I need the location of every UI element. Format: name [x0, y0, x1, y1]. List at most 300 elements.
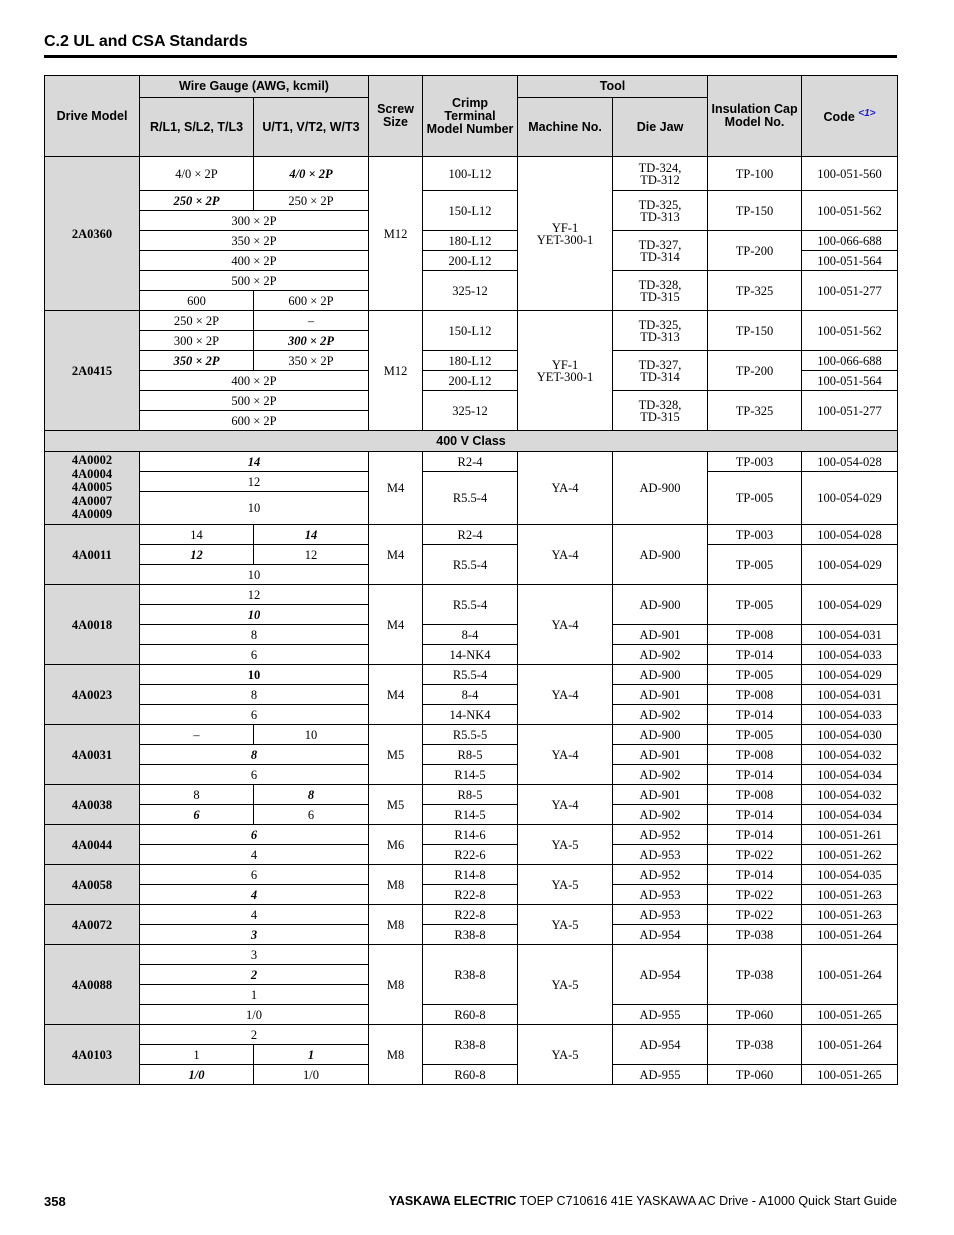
code-cell: 100-054-029: [802, 472, 898, 525]
crimp-terminal-cell: 150-L12: [423, 311, 518, 351]
screw-size-cell: M8: [369, 1025, 423, 1085]
screw-size-cell: M5: [369, 785, 423, 825]
crimp-terminal-cell: R5.5-4: [423, 585, 518, 625]
wire-gauge-both: 2: [140, 1025, 369, 1045]
insulation-cap-cell: TP-008: [708, 685, 802, 705]
crimp-terminal-cell: R2-4: [423, 525, 518, 545]
code-cell: 100-051-562: [802, 191, 898, 231]
table-row: [45, 805, 898, 825]
wire-gauge-output: 300 × 2P: [254, 331, 369, 351]
code-cell: 100-051-265: [802, 1065, 898, 1085]
code-cell: 100-051-564: [802, 371, 898, 391]
code-cell: 100-054-031: [802, 685, 898, 705]
code-cell: 100-051-263: [802, 885, 898, 905]
header-machine-no: Machine No.: [518, 98, 613, 157]
table-row: [45, 585, 898, 605]
die-jaw-cell: AD-900: [613, 452, 708, 525]
wire-gauge-both: 8: [140, 625, 369, 645]
insulation-cap-cell: TP-005: [708, 725, 802, 745]
crimp-terminal-cell: R5.5-5: [423, 725, 518, 745]
die-jaw-cell: [613, 157, 708, 191]
die-jaw-cell: AD-901: [613, 685, 708, 705]
table-row: [45, 785, 898, 805]
header-drive-model: Drive Model: [45, 76, 140, 157]
code-cell: 100-054-029: [802, 545, 898, 585]
die-jaw-line: TD-315: [640, 289, 680, 304]
code-cell: 100-051-261: [802, 825, 898, 845]
wire-gauge-both: 10: [140, 565, 369, 585]
insulation-cap-cell: TP-014: [708, 865, 802, 885]
code-cell: 100-051-562: [802, 311, 898, 351]
wire-gauge-both: 3: [140, 925, 369, 945]
table-row: [45, 231, 898, 251]
wire-gauge-output: 6: [254, 805, 369, 825]
insulation-cap-cell: TP-060: [708, 1005, 802, 1025]
insulation-cap-cell: TP-325: [708, 391, 802, 431]
wire-gauge-output: 250 × 2P: [254, 191, 369, 211]
crimp-terminal-cell: R5.5-4: [423, 545, 518, 585]
insulation-cap-cell: TP-200: [708, 351, 802, 391]
footer-publisher: YASKAWA ELECTRIC: [388, 1194, 517, 1208]
crimp-terminal-cell: R60-8: [423, 1065, 518, 1085]
wire-gauge-input: 350 × 2P: [140, 351, 254, 371]
code-cell: 100-054-028: [802, 525, 898, 545]
wire-gauge-output: 1: [254, 1045, 369, 1065]
screw-size-cell: M8: [369, 945, 423, 1025]
insulation-cap-cell: TP-060: [708, 1065, 802, 1085]
die-jaw-cell: AD-902: [613, 645, 708, 665]
crimp-terminal-cell: 200-L12: [423, 371, 518, 391]
insulation-cap-cell: TP-014: [708, 765, 802, 785]
die-jaw-cell: AD-902: [613, 765, 708, 785]
code-cell: 100-051-263: [802, 905, 898, 925]
table-row: [45, 472, 898, 492]
wire-gauge-input: 1: [140, 1045, 254, 1065]
insulation-cap-cell: TP-005: [708, 585, 802, 625]
drive-model-line: 4A0009: [71, 507, 113, 522]
table-row: [45, 945, 898, 965]
insulation-cap-cell: TP-014: [708, 705, 802, 725]
drive-model-line: 4A0007: [71, 493, 113, 508]
die-jaw-line: TD-327,: [638, 357, 682, 372]
machine-no-cell: YA-4: [518, 665, 613, 725]
die-jaw-cell: [613, 391, 708, 431]
die-jaw-line: TD-324,: [638, 160, 682, 175]
die-jaw-cell: AD-902: [613, 705, 708, 725]
code-cell: 100-054-032: [802, 785, 898, 805]
wire-gauge-input: 8: [140, 785, 254, 805]
table-row: [45, 157, 898, 191]
insulation-cap-cell: TP-038: [708, 945, 802, 1005]
insulation-cap-cell: TP-005: [708, 472, 802, 525]
wire-gauge-both: 4: [140, 885, 369, 905]
table-row: [45, 1065, 898, 1085]
crimp-terminal-cell: 325-12: [423, 271, 518, 311]
code-cell: 100-054-034: [802, 765, 898, 785]
machine-no-cell: YA-4: [518, 525, 613, 585]
class-label: 400 V Class: [45, 431, 898, 452]
machine-no-cell: [518, 311, 613, 431]
code-cell: 100-051-262: [802, 845, 898, 865]
screw-size-cell: M5: [369, 725, 423, 785]
header-code: [802, 76, 898, 157]
code-cell: 100-054-031: [802, 625, 898, 645]
screw-size-cell: M12: [369, 311, 423, 431]
code-cell: 100-054-032: [802, 745, 898, 765]
table-row: [45, 271, 898, 291]
table-row: [45, 665, 898, 685]
die-jaw-line: TD-315: [640, 409, 680, 424]
code-cell: 100-054-035: [802, 865, 898, 885]
die-jaw-cell: AD-953: [613, 905, 708, 925]
die-jaw-cell: [613, 351, 708, 391]
table-row: [45, 725, 898, 745]
wire-gauge-both: 14: [140, 452, 369, 472]
machine-no-cell: YA-5: [518, 865, 613, 905]
header-insulation-cap: Insulation Cap Model No.: [708, 76, 802, 157]
code-cell: 100-051-264: [802, 945, 898, 1005]
machine-no-line: YF-1: [551, 220, 579, 235]
drive-model-line: 4A0005: [71, 480, 113, 495]
drive-model-cell: 4A0038: [45, 785, 140, 825]
code-cell: 100-054-033: [802, 705, 898, 725]
screw-size-cell: M8: [369, 905, 423, 945]
table-row: [45, 452, 898, 472]
footer-document: [389, 1194, 897, 1208]
die-jaw-cell: AD-953: [613, 845, 708, 865]
wire-gauge-output: –: [254, 311, 369, 331]
crimp-terminal-cell: R8-5: [423, 785, 518, 805]
screw-size-cell: M4: [369, 452, 423, 525]
insulation-cap-cell: TP-008: [708, 785, 802, 805]
crimp-terminal-cell: R22-6: [423, 845, 518, 865]
insulation-cap-cell: TP-014: [708, 825, 802, 845]
table-row: [45, 1005, 898, 1025]
code-cell: 100-054-030: [802, 725, 898, 745]
wire-gauge-input: 6: [140, 805, 254, 825]
insulation-cap-cell: TP-005: [708, 665, 802, 685]
table-row: [45, 311, 898, 331]
machine-no-line: YET-300-1: [536, 369, 594, 384]
crimp-terminal-cell: R14-6: [423, 825, 518, 845]
wire-gauge-both: 2: [140, 965, 369, 985]
crimp-terminal-cell: R38-8: [423, 925, 518, 945]
code-note-link[interactable]: <1>: [858, 108, 876, 120]
title-rule: [44, 55, 897, 58]
screw-size-cell: M8: [369, 865, 423, 905]
die-jaw-line: TD-327,: [638, 237, 682, 252]
wire-gauge-both: 400 × 2P: [140, 371, 369, 391]
insulation-cap-cell: TP-003: [708, 452, 802, 472]
code-cell: 100-054-034: [802, 805, 898, 825]
drive-model-cell: 4A0088: [45, 945, 140, 1025]
die-jaw-cell: AD-900: [613, 525, 708, 585]
die-jaw-cell: [613, 271, 708, 311]
machine-no-line: YF-1: [551, 357, 579, 372]
wire-gauge-both: 6: [140, 645, 369, 665]
crimp-terminal-cell: R14-5: [423, 765, 518, 785]
wire-gauge-input: 600: [140, 291, 254, 311]
screw-size-cell: M4: [369, 665, 423, 725]
code-cell: 100-054-033: [802, 645, 898, 665]
header-die-jaw: Die Jaw: [613, 98, 708, 157]
crimp-terminal-cell: 8-4: [423, 625, 518, 645]
wire-gauge-both: 400 × 2P: [140, 251, 369, 271]
die-jaw-cell: AD-955: [613, 1065, 708, 1085]
table-row: [45, 905, 898, 925]
wire-gauge-both: 8: [140, 685, 369, 705]
crimp-terminal-cell: 100-L12: [423, 157, 518, 191]
header-input-terminals: R/L1, S/L2, T/L3: [140, 98, 254, 157]
code-cell: 100-051-564: [802, 251, 898, 271]
insulation-cap-cell: TP-014: [708, 805, 802, 825]
wire-gauge-input: 250 × 2P: [140, 311, 254, 331]
wire-gauge-both: 600 × 2P: [140, 411, 369, 431]
header-wire-gauge: Wire Gauge (AWG, kcmil): [140, 76, 369, 98]
screw-size-cell: M6: [369, 825, 423, 865]
wire-gauge-both: 500 × 2P: [140, 391, 369, 411]
wire-gauge-output: 14: [254, 525, 369, 545]
crimp-terminal-cell: R38-8: [423, 1025, 518, 1065]
die-jaw-cell: AD-952: [613, 865, 708, 885]
insulation-cap-cell: TP-003: [708, 525, 802, 545]
die-jaw-line: TD-328,: [638, 277, 682, 292]
wire-gauge-output: 12: [254, 545, 369, 565]
wire-gauge-both: 6: [140, 865, 369, 885]
crimp-terminal-cell: 180-L12: [423, 231, 518, 251]
wire-gauge-both: 4: [140, 845, 369, 865]
table-row: [45, 1025, 898, 1045]
code-cell: 100-051-264: [802, 1025, 898, 1065]
table-row: [45, 685, 898, 705]
code-cell: 100-054-029: [802, 665, 898, 685]
drive-model-cell: 4A0103: [45, 1025, 140, 1085]
insulation-cap-cell: TP-022: [708, 845, 802, 865]
crimp-terminal-cell: R14-5: [423, 805, 518, 825]
crimp-terminal-cell: R5.5-4: [423, 665, 518, 685]
code-cell: 100-066-688: [802, 231, 898, 251]
drive-model-cell: 2A0415: [45, 311, 140, 431]
insulation-cap-cell: TP-150: [708, 311, 802, 351]
die-jaw-cell: [613, 311, 708, 351]
drive-model-cell: 4A0031: [45, 725, 140, 785]
table-row: [45, 885, 898, 905]
crimp-terminal-cell: 14-NK4: [423, 705, 518, 725]
wire-gauge-input: 4/0 × 2P: [140, 157, 254, 191]
die-jaw-cell: AD-902: [613, 805, 708, 825]
drive-model-cell: [45, 452, 140, 525]
crimp-terminal-cell: R60-8: [423, 1005, 518, 1025]
crimp-terminal-cell: R14-8: [423, 865, 518, 885]
crimp-terminal-cell: 325-12: [423, 391, 518, 431]
table-row: [45, 825, 898, 845]
table-row: [45, 765, 898, 785]
wire-gauge-input: 250 × 2P: [140, 191, 254, 211]
insulation-cap-cell: TP-038: [708, 925, 802, 945]
drive-model-cell: 4A0011: [45, 525, 140, 585]
insulation-cap-cell: TP-005: [708, 545, 802, 585]
wire-gauge-both: 350 × 2P: [140, 231, 369, 251]
die-jaw-cell: AD-954: [613, 945, 708, 1005]
crimp-terminal-cell: 14-NK4: [423, 645, 518, 665]
crimp-terminal-cell: R22-8: [423, 905, 518, 925]
table-row: [45, 705, 898, 725]
wire-gauge-both: 10: [140, 665, 369, 685]
die-jaw-line: TD-312: [640, 172, 680, 187]
die-jaw-cell: AD-954: [613, 1025, 708, 1065]
die-jaw-cell: AD-955: [613, 1005, 708, 1025]
die-jaw-cell: AD-901: [613, 785, 708, 805]
die-jaw-line: TD-325,: [638, 317, 682, 332]
crimp-terminal-cell: R38-8: [423, 945, 518, 1005]
machine-no-cell: YA-4: [518, 725, 613, 785]
die-jaw-line: TD-328,: [638, 397, 682, 412]
crimp-terminal-cell: 8-4: [423, 685, 518, 705]
machine-no-cell: YA-5: [518, 825, 613, 865]
wire-gauge-both: 300 × 2P: [140, 211, 369, 231]
wire-gauge-input: 300 × 2P: [140, 331, 254, 351]
insulation-cap-cell: TP-100: [708, 157, 802, 191]
die-jaw-cell: AD-900: [613, 725, 708, 745]
machine-no-cell: YA-5: [518, 945, 613, 1025]
machine-no-cell: YA-4: [518, 785, 613, 825]
footer-doc-title: TOEP C710616 41E YASKAWA AC Drive - A1000 Quick Start Guide: [516, 1194, 897, 1208]
wire-gauge-both: 1/0: [140, 1005, 369, 1025]
die-jaw-cell: [613, 191, 708, 231]
crimp-terminal-cell: R2-4: [423, 452, 518, 472]
wire-gauge-input: 12: [140, 545, 254, 565]
header-screw-size: Screw Size: [369, 76, 423, 157]
code-cell: 100-051-277: [802, 391, 898, 431]
wire-gauge-output: 8: [254, 785, 369, 805]
drive-model-cell: 4A0058: [45, 865, 140, 905]
wire-gauge-output: 10: [254, 725, 369, 745]
die-jaw-cell: AD-954: [613, 925, 708, 945]
code-cell: 100-054-028: [802, 452, 898, 472]
table-row: [45, 645, 898, 665]
insulation-cap-cell: TP-325: [708, 271, 802, 311]
die-jaw-cell: AD-900: [613, 665, 708, 685]
table-row: [45, 351, 898, 371]
wire-gauge-both: 1: [140, 985, 369, 1005]
drive-model-cell: 2A0360: [45, 157, 140, 311]
code-cell: 100-066-688: [802, 351, 898, 371]
crimp-terminal-cell: R5.5-4: [423, 472, 518, 525]
code-cell: 100-051-264: [802, 925, 898, 945]
crimp-terminal-table: [44, 75, 898, 1085]
wire-gauge-input: 1/0: [140, 1065, 254, 1085]
wire-gauge-output: 350 × 2P: [254, 351, 369, 371]
wire-gauge-output: 4/0 × 2P: [254, 157, 369, 191]
wire-gauge-both: 3: [140, 945, 369, 965]
die-jaw-line: TD-314: [640, 369, 680, 384]
class-row: [45, 431, 898, 452]
table-row: [45, 625, 898, 645]
wire-gauge-both: 12: [140, 472, 369, 492]
table-row: [45, 391, 898, 411]
machine-no-cell: YA-5: [518, 1025, 613, 1085]
screw-size-cell: M12: [369, 157, 423, 311]
wire-gauge-both: 6: [140, 765, 369, 785]
drive-model-cell: 4A0018: [45, 585, 140, 665]
die-jaw-cell: AD-952: [613, 825, 708, 845]
table-row: [45, 925, 898, 945]
die-jaw-cell: AD-900: [613, 585, 708, 625]
insulation-cap-cell: TP-022: [708, 905, 802, 925]
screw-size-cell: M4: [369, 585, 423, 665]
insulation-cap-cell: TP-200: [708, 231, 802, 271]
drive-model-line: 4A0004: [71, 466, 113, 481]
insulation-cap-cell: TP-008: [708, 625, 802, 645]
header-tool: Tool: [518, 76, 708, 98]
crimp-terminal-cell: R22-8: [423, 885, 518, 905]
machine-no-cell: [518, 157, 613, 311]
drive-model-cell: 4A0072: [45, 905, 140, 945]
machine-no-line: YET-300-1: [536, 232, 594, 247]
wire-gauge-both: 500 × 2P: [140, 271, 369, 291]
insulation-cap-cell: TP-150: [708, 191, 802, 231]
wire-gauge-both: 10: [140, 492, 369, 525]
wire-gauge-output: 1/0: [254, 1065, 369, 1085]
insulation-cap-cell: TP-038: [708, 1025, 802, 1065]
wire-gauge-both: 6: [140, 705, 369, 725]
die-jaw-line: TD-325,: [638, 197, 682, 212]
die-jaw-line: TD-313: [640, 329, 680, 344]
wire-gauge-input: 14: [140, 525, 254, 545]
die-jaw-line: TD-314: [640, 249, 680, 264]
code-cell: 100-051-277: [802, 271, 898, 311]
machine-no-cell: YA-4: [518, 452, 613, 525]
die-jaw-cell: [613, 231, 708, 271]
wire-gauge-both: 10: [140, 605, 369, 625]
table-row: [45, 545, 898, 565]
wire-gauge-both: 6: [140, 825, 369, 845]
wire-gauge-input: –: [140, 725, 254, 745]
wire-gauge-output: 600 × 2P: [254, 291, 369, 311]
die-jaw-cell: AD-953: [613, 885, 708, 905]
wire-gauge-both: 4: [140, 905, 369, 925]
code-cell: 100-054-029: [802, 585, 898, 625]
die-jaw-line: TD-313: [640, 209, 680, 224]
die-jaw-cell: AD-901: [613, 625, 708, 645]
crimp-terminal-cell: R8-5: [423, 745, 518, 765]
drive-model-cell: 4A0023: [45, 665, 140, 725]
table-row: [45, 745, 898, 765]
section-title: C.2 UL and CSA Standards: [44, 33, 248, 50]
page-number: 358: [44, 1194, 66, 1209]
insulation-cap-cell: TP-014: [708, 645, 802, 665]
code-cell: 100-051-560: [802, 157, 898, 191]
wire-gauge-both: 12: [140, 585, 369, 605]
screw-size-cell: M4: [369, 525, 423, 585]
crimp-terminal-cell: 150-L12: [423, 191, 518, 231]
header-output-terminals: U/T1, V/T2, W/T3: [254, 98, 369, 157]
drive-model-cell: 4A0044: [45, 825, 140, 865]
insulation-cap-cell: TP-008: [708, 745, 802, 765]
crimp-terminal-cell: 200-L12: [423, 251, 518, 271]
machine-no-cell: YA-5: [518, 905, 613, 945]
wire-gauge-both: 8: [140, 745, 369, 765]
machine-no-cell: YA-4: [518, 585, 613, 665]
table-row: [45, 845, 898, 865]
header-code-label: Code: [823, 110, 855, 125]
header-crimp-terminal: Crimp Terminal Model Number: [423, 76, 518, 157]
table-row: [45, 525, 898, 545]
table-row: [45, 191, 898, 211]
insulation-cap-cell: TP-022: [708, 885, 802, 905]
drive-model-line: 4A0002: [71, 453, 113, 468]
table-row: [45, 865, 898, 885]
